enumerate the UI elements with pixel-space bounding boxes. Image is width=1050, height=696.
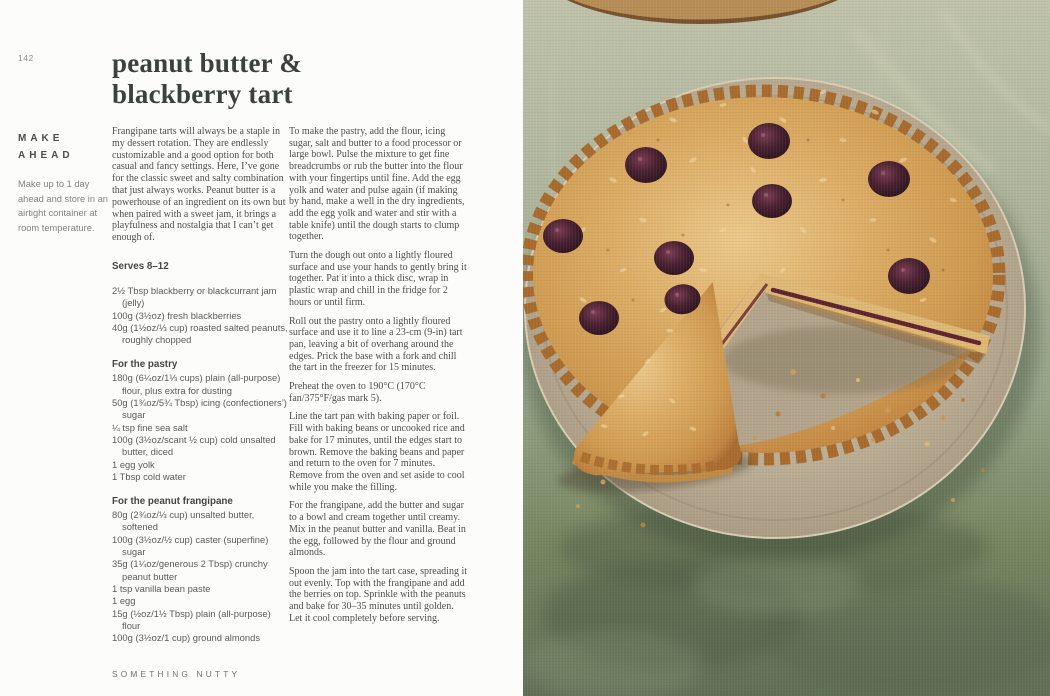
ingredient-list-frangipane	[112, 509, 291, 644]
ingredient-item: 15g (½oz/1½ Tbsp) plain (all-purpose) flour	[112, 607, 271, 631]
fabric-texture	[523, 0, 1050, 696]
ingredient-list-main	[112, 285, 291, 346]
recipe-page	[0, 0, 523, 696]
chapter-footer: SOMETHING NUTTY	[112, 669, 241, 679]
intro-paragraph: Frangipane tarts will always be a staple in my dessert rotation. They are endlessly customizable and a good option for both casual and fancy settings. Here, I’ve gone for the classic sweet and salty combination that just always works. Peanut butter is a powerhouse of an ingredient on its own but when paired with a sweet jam, it brings a playfulness and nostalgia that I can’t get enough of.	[112, 126, 286, 244]
make-ahead-sidebar	[18, 130, 108, 235]
method-step: Turn the dough out onto a lightly floured surface and use your hands to gently bring it together. Pat it into a thick disc, wrap in plastic wrap and chill in the fridge for 2 hours or until firm.	[289, 250, 467, 308]
ingredient-item: 35g (1¼oz/generous 2 Tbsp) crunchy peanut butter	[112, 558, 268, 582]
ingredient-item: 2½ Tbsp blackberry or blackcurrant jam (jelly)	[112, 284, 277, 309]
serves-line: Serves 8–12	[112, 260, 169, 272]
tart-photo	[523, 0, 1050, 696]
ingredient-item: 1 egg yolk	[112, 458, 155, 470]
ingredient-item: 1 tsp vanilla bean paste	[112, 582, 211, 594]
method-step: To make the pastry, add the flour, icing sugar, salt and butter to a food processor or large bowl. Pulse the mixture to get fine breadcrumbs or rub the butter into the flour with your fingertips until fine. Add the egg yolk and water and pulse again (if making by hand, make a well in the dry ingredients, add the egg yolk and water and stir with a table knife) until the dough starts to clump together.	[289, 126, 465, 243]
intro-and-ingredients-column	[112, 126, 291, 644]
ingredient-item: 50g (1¾oz/5¾ Tbsp) icing (confectioners’) sugar	[112, 397, 287, 421]
pastry-heading: For the pastry	[112, 359, 178, 371]
make-ahead-heading: MAKE AHEAD	[18, 133, 74, 161]
make-ahead-note: Make up to 1 day ahead and store in an airtight container at room temperature.	[18, 179, 108, 233]
ingredient-item: 80g (2¾oz/⅓ cup) unsalted butter, softened	[112, 509, 255, 533]
method-step: Spoon the jam into the tart case, spreading it out evenly. Top with the frangipane and add the berries on top. Sprinkle with the peanuts and bake for 30–35 minutes until golden. Let it cool completely before serving.	[289, 565, 468, 624]
ingredient-item: 100g (3½oz/scant ½ cup) cold unsalted butter, diced	[112, 433, 276, 458]
ingredient-item: 100g (3½oz/1 cup) ground almonds	[112, 632, 261, 644]
method-step: Line the tart pan with baking paper or foil. Fill with baking beans or uncooked rice and bake for 17 minutes, until the edges start to brown. Remove the baking beans and paper and return to the oven for 7 minutes. Remove from the oven and set aside to cool while you make the filling.	[289, 411, 465, 493]
recipe-title	[112, 48, 302, 110]
recipe-title-line1: peanut butter &	[112, 48, 303, 78]
method-column	[289, 126, 467, 631]
ingredient-item: 180g (6¼oz/1⅓ cups) plain (all-purpose) flour, plus extra for dusting	[112, 372, 281, 396]
page-number: 142	[18, 53, 34, 63]
recipe-title-line2: blackberry tart	[112, 79, 293, 109]
ingredient-item: 100g (3½oz/½ cup) caster (superfine) sugar	[112, 533, 269, 558]
method-step: For the frangipane, add the butter and sugar to a bowl and cream together until creamy. Mix in the peanut butter and vanilla. Beat in the egg, followed by the flour and ground almonds.	[289, 500, 466, 559]
method-step: Roll out the pastry onto a lightly floured surface and use it to line a 23-cm (9-in) tart pan, leaving a bit of overhang around the edges. Prick the base with a fork and chill the tart in the freezer for 15 minutes.	[289, 315, 463, 374]
ingredient-item: 100g (3½oz) fresh blackberries	[112, 309, 242, 321]
frangipane-heading: For the peanut frangipane	[112, 496, 233, 508]
ingredient-item: 1 Tbsp cold water	[112, 470, 186, 482]
ingredient-item: 40g (1½oz/⅓ cup) roasted salted peanuts, roughly chopped	[112, 321, 288, 346]
ingredient-item: 1 egg	[112, 595, 136, 607]
ingredient-list-pastry	[112, 372, 291, 483]
method-step: Preheat the oven to 190°C (170°C fan/375°F/gas mark 5).	[289, 381, 426, 404]
ingredient-item: ¼ tsp fine sea salt	[112, 421, 188, 433]
